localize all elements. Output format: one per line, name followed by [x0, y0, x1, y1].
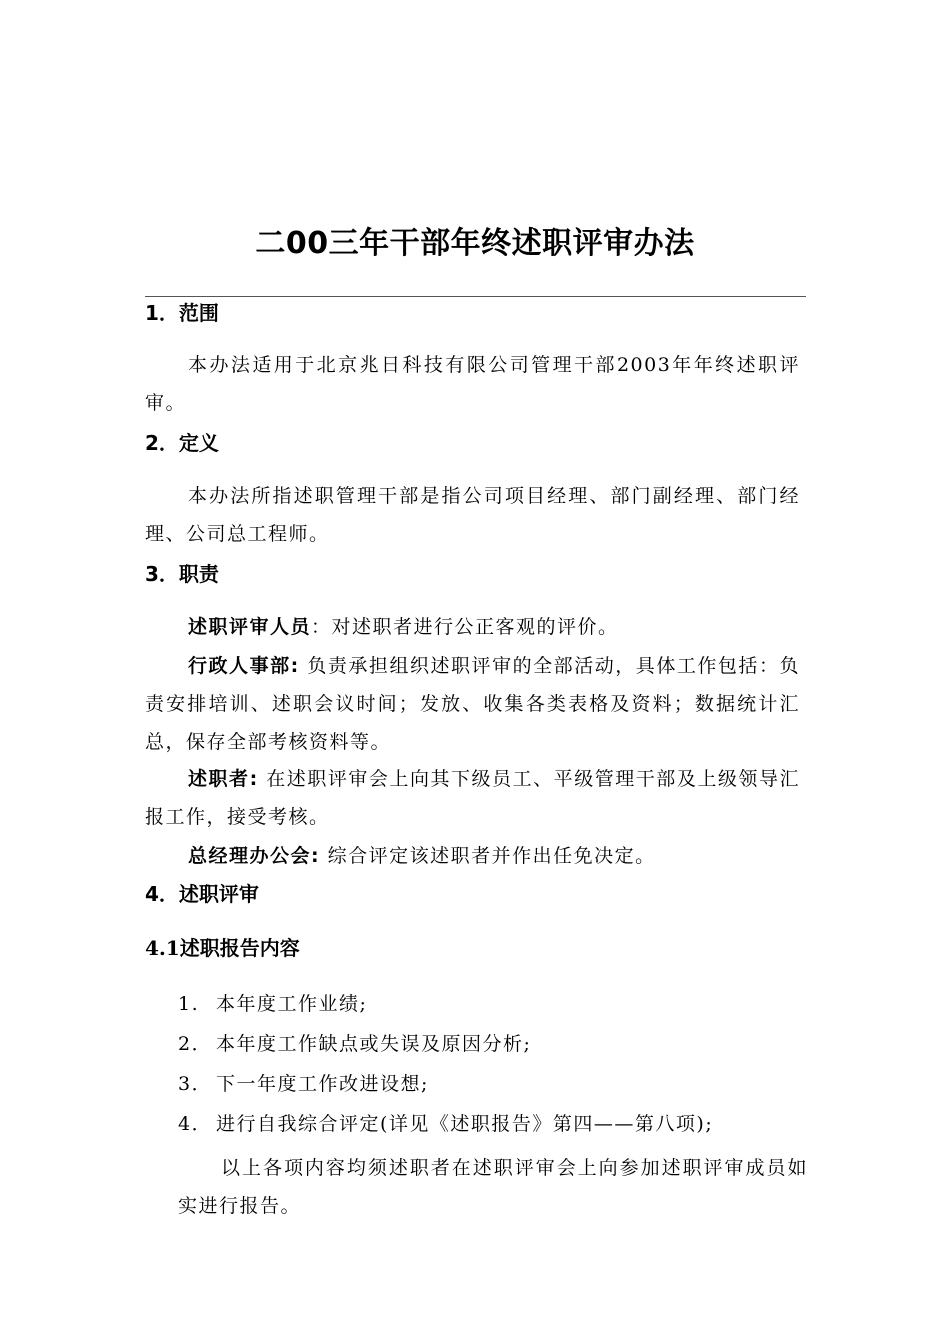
list-text: 下一年度工作改进设想;	[216, 1073, 429, 1095]
section-heading-definition: 2．定义	[145, 431, 219, 455]
duty-separator	[320, 845, 328, 867]
list-number: 3．	[178, 1073, 213, 1095]
list-item	[178, 1069, 429, 1099]
duty-text: 综合评定该述职者并作出任免决定。	[327, 845, 656, 867]
document-title: 二00三年干部年终述职评审办法	[255, 226, 695, 261]
duty-reviewers	[145, 608, 800, 646]
list-item	[178, 1029, 531, 1059]
duty-hr-department	[145, 647, 800, 761]
list-text: 本年度工作业绩;	[216, 993, 368, 1015]
duty-label: 总经理办公会:	[188, 845, 321, 867]
duty-label: 述职评审人员	[188, 616, 312, 638]
duty-text: 在述职评审会上向其下级员工、平级管理干部及上级领导汇报工作，接受考核。	[145, 768, 800, 828]
list-item	[178, 1109, 713, 1139]
duty-reporter	[145, 760, 800, 836]
duty-separator: ：	[311, 616, 332, 638]
duty-label: 述职者:	[188, 768, 259, 790]
duty-text: 负责承担组织述职评审的全部活动，具体工作包括：负责安排培训、述职会议时间；发放、收集各类表格及资料；数据统计汇总，保存全部考核资料等。	[145, 655, 800, 753]
list-number: 4．	[178, 1113, 213, 1135]
subsection-heading-report-content: 4.1述职报告内容	[145, 936, 300, 960]
list-number: 2．	[178, 1033, 213, 1055]
duty-label: 行政人事部:	[188, 655, 300, 677]
list-text: 本年度工作缺点或失误及原因分析;	[216, 1033, 532, 1055]
section-heading-review: 4．述职评审	[145, 882, 259, 906]
duty-gm-office	[145, 837, 800, 875]
section-heading-scope: 1．范围	[145, 301, 219, 325]
closing-paragraph: 以上各项内容均须述职者在述职评审会上向参加述职评审成员如实进行报告。	[178, 1157, 808, 1217]
list-item	[178, 989, 367, 1019]
title-divider	[145, 296, 806, 297]
section-heading-duties: 3．职责	[145, 562, 219, 586]
list-text: 进行自我综合评定(详见《述职报告》第四——第八项);	[216, 1113, 714, 1135]
list-number: 1.	[178, 993, 200, 1015]
duty-text: 对述职者进行公正客观的评价。	[331, 616, 619, 638]
section-text-scope: 本办法适用于北京兆日科技有限公司管理干部2003年年终述职评审。	[145, 354, 800, 414]
section-text-definition: 本办法所指述职管理干部是指公司项目经理、部门副经理、部门经理、公司总工程师。	[145, 485, 800, 545]
